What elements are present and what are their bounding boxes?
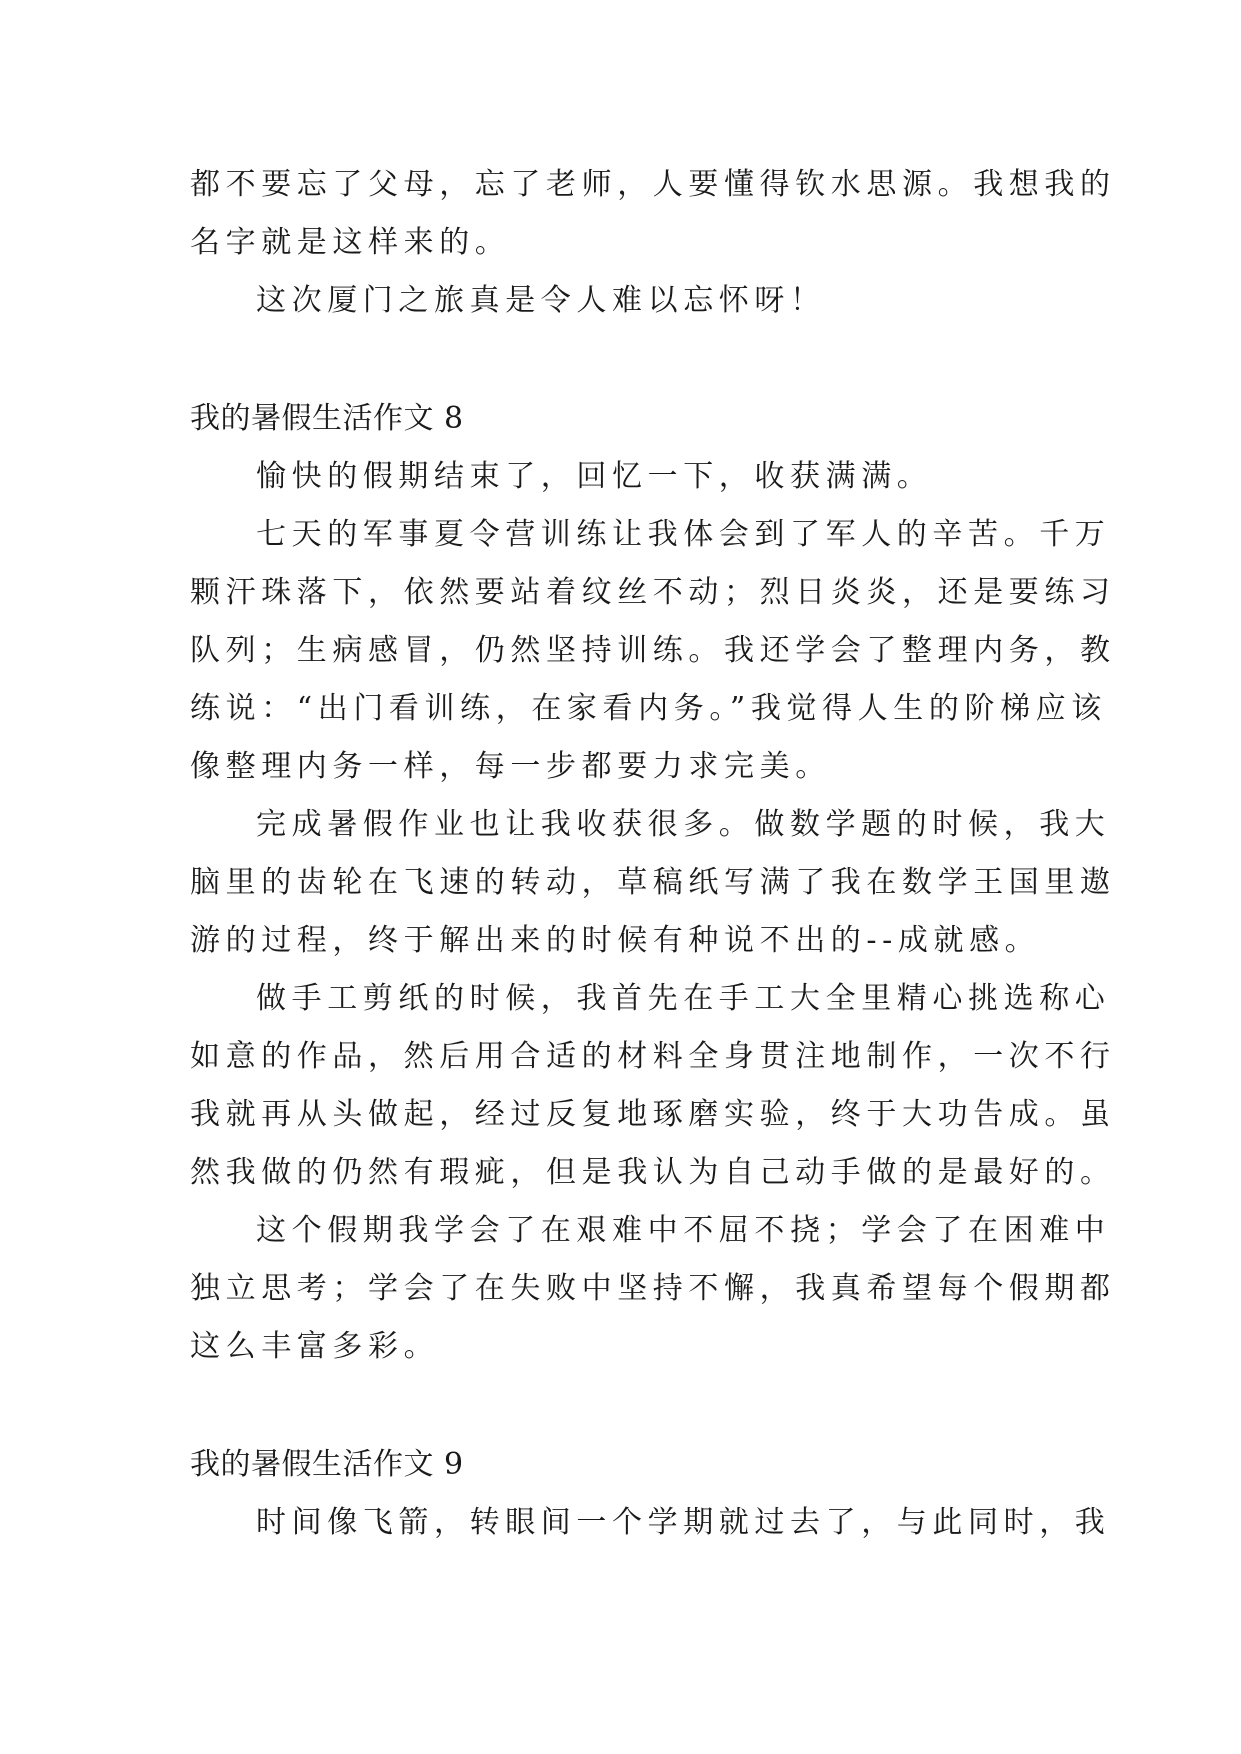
essay-9-title: 我的暑假生活作文 9: [190, 1447, 464, 1482]
paragraph-line: 脑里的齿轮在飞速的转动，草稿纸写满了我在数学王国里遨: [190, 865, 1116, 900]
paragraph-line: 完成暑假作业也让我收获很多。做数学题的时候，我大: [256, 807, 1111, 842]
paragraph-line: 这么丰富多彩。: [190, 1329, 440, 1364]
paragraph-line: 独立思考；学会了在失败中坚持不懈，我真希望每个假期都: [190, 1271, 1116, 1306]
paragraph-line: 都不要忘了父母，忘了老师，人要懂得钦水思源。我想我的: [190, 167, 1116, 202]
paragraph-line: 愉快的假期结束了，回忆一下，收获满满。: [256, 459, 933, 494]
paragraph-line: 练说：“出门看训练，在家看内务。”我觉得人生的阶梯应该: [190, 691, 1107, 726]
paragraph-line: 这次厦门之旅真是令人难以忘怀呀！: [256, 283, 826, 318]
paragraph-line: 时间像飞箭，转眼间一个学期就过去了，与此同时，我: [256, 1505, 1111, 1540]
paragraph-line: 七天的军事夏令营训练让我体会到了军人的辛苦。千万: [256, 517, 1111, 552]
paragraph-line: 做手工剪纸的时候，我首先在手工大全里精心挑选称心: [256, 981, 1111, 1016]
paragraph-line: 像整理内务一样，每一步都要力求完美。: [190, 749, 831, 784]
paragraph-line: 如意的作品，然后用合适的材料全身贯注地制作，一次不行: [190, 1039, 1116, 1074]
paragraph-line: 游的过程，终于解出来的时候有种说不出的--成就感。: [190, 923, 1041, 958]
paragraph-line: 这个假期我学会了在艰难中不屈不挠；学会了在困难中: [256, 1213, 1111, 1248]
paragraph-line: 然我做的仍然有瑕疵，但是我认为自己动手做的是最好的。: [190, 1155, 1116, 1190]
paragraph-line: 队列；生病感冒，仍然坚持训练。我还学会了整理内务，教: [190, 633, 1116, 668]
paragraph-line: 名字就是这样来的。: [190, 225, 511, 260]
essay-8-title: 我的暑假生活作文 8: [190, 401, 464, 436]
paragraph-line: 颗汗珠落下，依然要站着纹丝不动；烈日炎炎，还是要练习: [190, 575, 1116, 610]
paragraph-line: 我就再从头做起，经过反复地琢磨实验，终于大功告成。虽: [190, 1097, 1116, 1132]
